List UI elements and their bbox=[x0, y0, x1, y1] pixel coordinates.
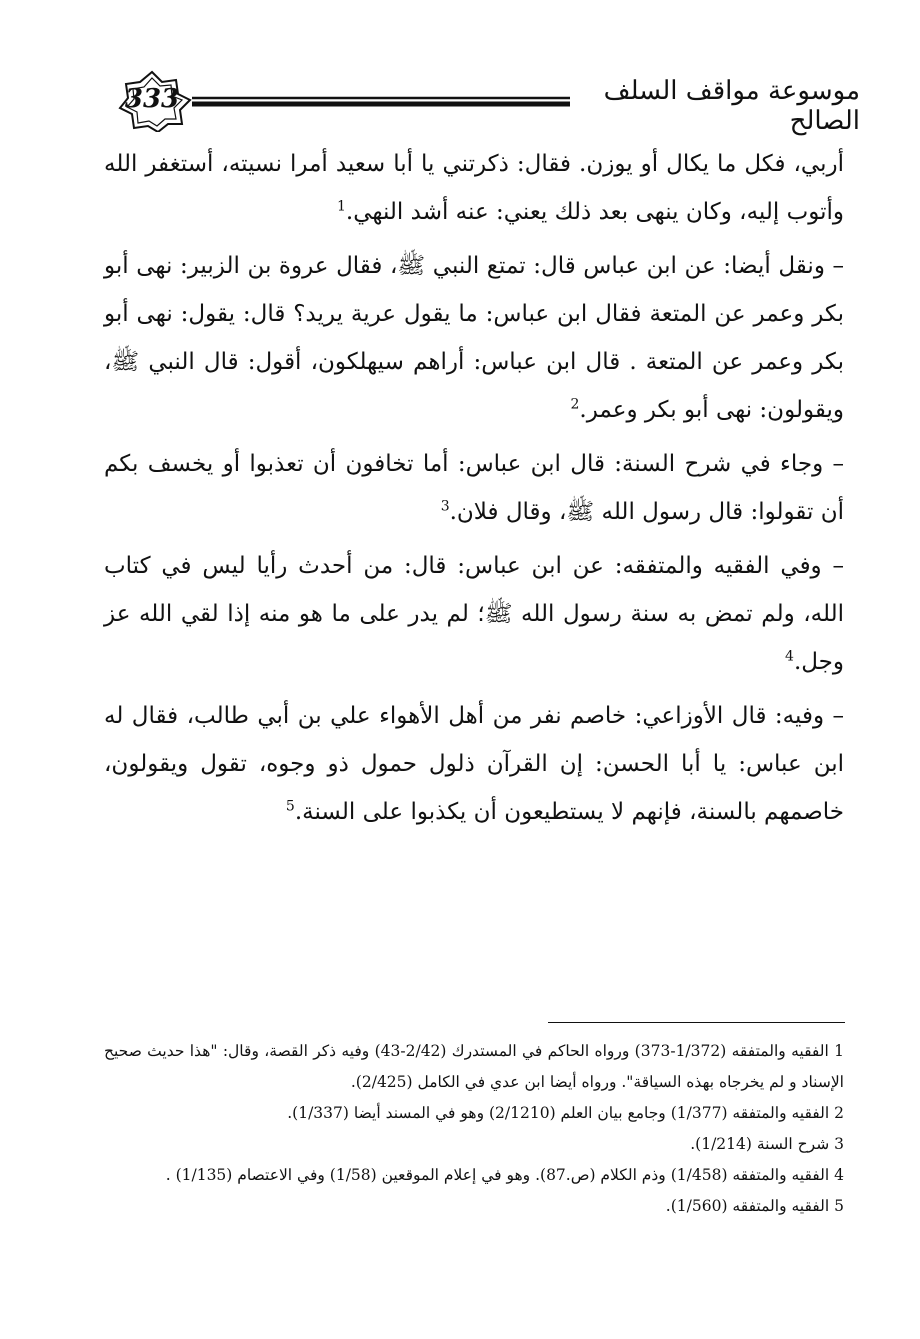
footnote-text: الفقيه والمتفقه (1/560). bbox=[665, 1197, 830, 1215]
footnote-text: الفقيه والمتفقه (1/372-373) ورواه الحاكم في المستدرك (2/42-43) وفيه ذكر القصة، وقال: "هذا حديث صحيح الإسناد و لم يخرجاه بهذه السياقة". ورواه أيضا ابن عدي في الكامل (2/425). bbox=[104, 1042, 844, 1091]
paragraph bbox=[104, 140, 844, 236]
footnote-text: شرح السنة (1/214). bbox=[690, 1135, 830, 1153]
footnote-ref[interactable]: 4 bbox=[785, 648, 794, 665]
footnote-number: 3 bbox=[834, 1135, 844, 1153]
page-number: 333 bbox=[124, 84, 180, 114]
paragraph-text: – وفي الفقيه والمتفقه: عن ابن عباس: قال: من أحدث رأيا ليس في كتاب الله، ولم تمض به سنة رسول الله ﷺ؛ لم يدر على ما هو منه إذا لقي الله عز وجل. bbox=[104, 553, 844, 675]
footnote-ref[interactable]: 3 bbox=[440, 498, 450, 515]
page-header bbox=[100, 68, 860, 136]
paragraph-text: أربي، فكل ما يكال أو يوزن. فقال: ذكرتني يا أبا سعيد أمرا نسيته، أستغفر الله وأتوب إليه، وكان ينهى بعد ذلك يعني: عنه أشد النهي. bbox=[104, 151, 844, 225]
paragraph-text: – وفيه: قال الأوزاعي: خاصم نفر من أهل الأهواء علي بن أبي طالب، فقال له ابن عباس: يا أبا الحسن: إن القرآن ذلول حمول ذو وجوه، تقول ويقولون، خاصمهم بالسنة، فإنهم لا يستطيعون أن يكذبوا على السنة. bbox=[104, 703, 844, 825]
footnote-ref[interactable]: 2 bbox=[570, 396, 580, 413]
footnote-divider bbox=[548, 1022, 845, 1023]
paragraph bbox=[104, 242, 844, 434]
footnote-text: الفقيه والمتفقه (1/458) وذم الكلام (ص.87). وهو في إعلام الموقعين (1/58) وفي الاعتصام (1/135) . bbox=[165, 1166, 830, 1184]
main-text bbox=[104, 140, 844, 842]
footnote-number: 5 bbox=[834, 1197, 844, 1215]
footnote-ref[interactable]: 5 bbox=[285, 798, 295, 815]
footnote-item bbox=[104, 1191, 844, 1222]
footnote-item bbox=[104, 1129, 844, 1160]
paragraph bbox=[104, 692, 844, 836]
footnote-item bbox=[104, 1036, 844, 1098]
footnote-item bbox=[104, 1098, 844, 1129]
paragraph bbox=[104, 440, 844, 536]
footnote-ref[interactable]: 1 bbox=[336, 198, 346, 215]
series-title: موسوعة مواقف السلف الصالح bbox=[603, 76, 860, 136]
footnotes bbox=[104, 1036, 844, 1222]
footnote-text: الفقيه والمتفقه (1/377) وجامع بيان العلم (2/1210) وهو في المسند أيضا (1/337). bbox=[287, 1104, 830, 1122]
footnote-number: 4 bbox=[834, 1166, 844, 1184]
footnote-number: 1 bbox=[834, 1042, 844, 1060]
footnote-item bbox=[104, 1160, 844, 1191]
footnote-number: 2 bbox=[834, 1104, 844, 1122]
paragraph-text: – ونقل أيضا: عن ابن عباس قال: تمتع النبي ﷺ، فقال عروة بن الزبير: نهى أبو بكر وعمر عن المتعة فقال ابن عباس: ما يقول عرية يريد؟ قال: يقول: نهى أبو بكر وعمر عن المتعة . قال ابن عباس: أراهم سيهلكون، أقول: قال النبي ﷺ، ويقولون: نهى أبو بكر وعمر. bbox=[104, 253, 844, 423]
paragraph-text: – وجاء في شرح السنة: قال ابن عباس: أما تخافون أن تعذبوا أو يخسف بكم أن تقولوا: قال رسول الله ﷺ، وقال فلان. bbox=[104, 451, 844, 525]
paragraph bbox=[104, 542, 844, 686]
